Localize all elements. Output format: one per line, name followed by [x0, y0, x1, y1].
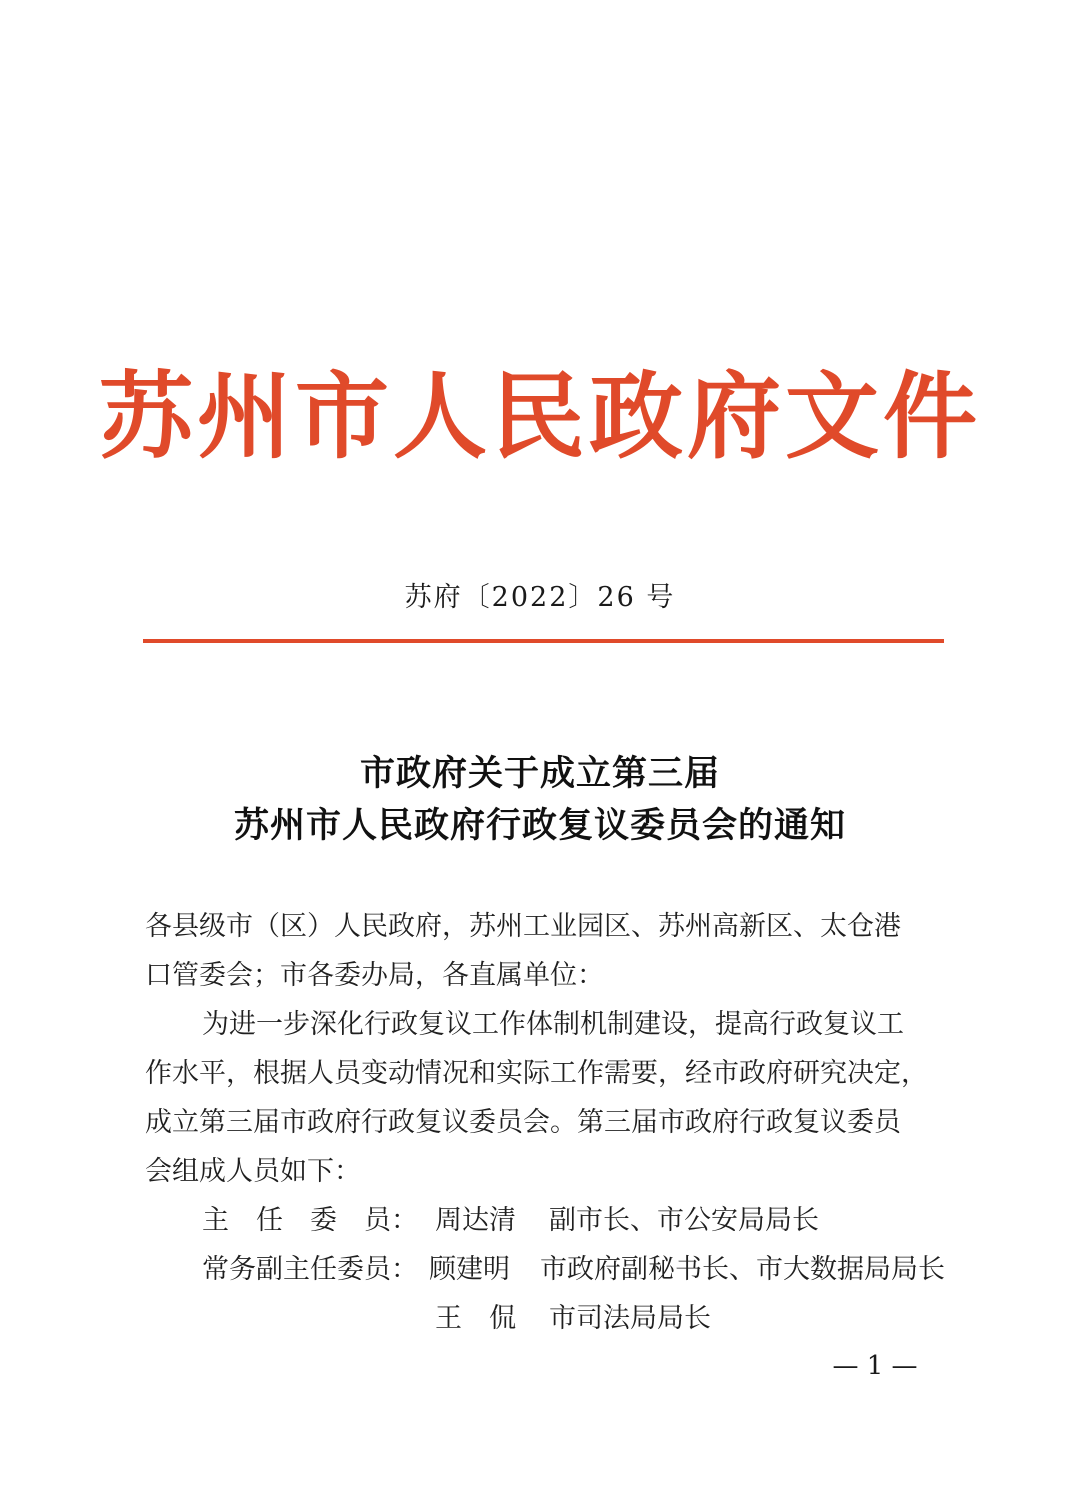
notice-title: [0, 748, 1080, 852]
member-title: 市政府副秘书长、市大数据局局长: [540, 1254, 945, 1285]
document-masthead: 苏州市人民政府文件: [98, 362, 981, 472]
member-name: 王 侃: [435, 1303, 516, 1334]
paragraph-line-4: 会组成人员如下：: [145, 1156, 361, 1187]
red-divider-line: [143, 639, 944, 643]
member-row: [145, 1245, 945, 1294]
notice-title-line-2: 苏州市人民政府行政复议委员会的通知: [233, 805, 846, 846]
member-role: 常务副主任委员：: [202, 1254, 418, 1285]
member-row: [145, 1196, 945, 1245]
paragraph-line-3: 成立第三届市政府行政复议委员会。第三届市政府行政复议委员: [145, 1107, 901, 1138]
notice-title-line-1: 市政府关于成立第三届: [359, 753, 720, 794]
member-row: [145, 1294, 945, 1343]
document-number: 苏府〔2022〕26 号: [404, 582, 676, 613]
member-name: 周达清: [435, 1205, 516, 1236]
page-number: — 1 —: [832, 1351, 918, 1381]
member-title: 市司法局局长: [549, 1303, 711, 1334]
member-role: [145, 1294, 435, 1343]
addressee-line-2: 口管委会；市各委办局，各直属单位：: [145, 960, 604, 991]
notice-body: [145, 902, 945, 1343]
addressee-line-1: 各县级市（区）人民政府，苏州工业园区、苏州高新区、太仓港: [145, 911, 901, 942]
member-name: 顾建明: [428, 1254, 510, 1285]
member-role: 主 任 委 员：: [202, 1205, 418, 1236]
paragraph-line-2: 作水平，根据人员变动情况和实际工作需要，经市政府研究决定，: [145, 1058, 928, 1089]
member-title: 副市长、市公安局局长: [549, 1205, 819, 1236]
paragraph-line-1: 为进一步深化行政复议工作体制机制建设，提高行政复议工: [202, 1009, 904, 1040]
